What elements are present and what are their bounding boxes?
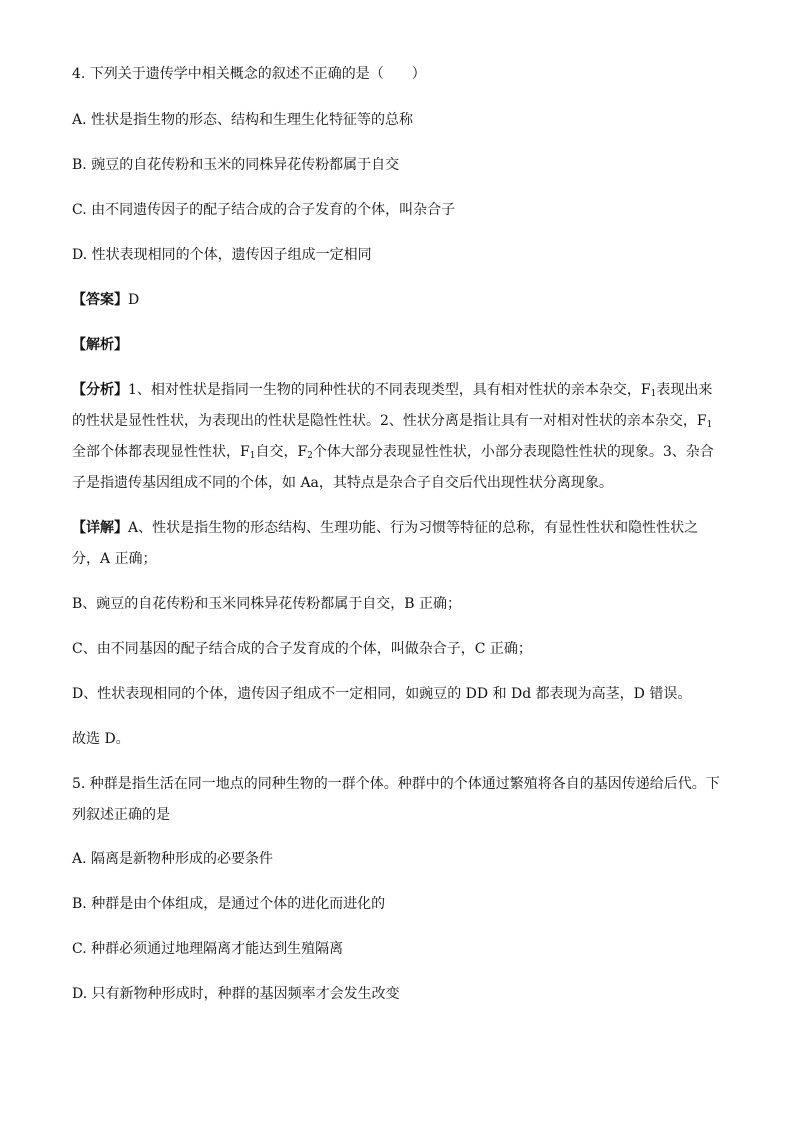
xiangjie-c: C、由不同基因的配子结合成的合子发育成的个体，叫做杂合子，C 正确；: [72, 641, 532, 657]
q5-option-d: D. 只有新物种形成时，种群的基因频率才会发生改变: [72, 986, 400, 1002]
q5-stem-line-1: 5. 种群是指生活在同一地点的同种生物的一群个体。种群中的个体通过繁殖将各自的基因传递给后代。下: [72, 776, 720, 792]
fenxi-tag: 【分析】: [72, 382, 128, 398]
q4-answer: [72, 290, 139, 310]
q5-stem-line-2: 列叙述正确的是: [72, 807, 170, 823]
q5-option-c: C. 种群必须通过地理隔离才能达到生殖隔离: [72, 941, 344, 957]
q4-stem: 4. 下列关于遗传学中相关概念的叙述不正确的是（ ）: [72, 66, 426, 82]
xiangjie-line-2: 分，A 正确；: [72, 551, 157, 567]
xiangjie-tag: 【详解】: [72, 520, 128, 536]
q5-option-a: A. 隔离是新物种形成的必要条件: [72, 851, 274, 867]
answer-tag: 【答案】: [72, 292, 128, 308]
q4-option-a: A. 性状是指生物的形态、结构和生理生化特征等的总称: [72, 112, 414, 128]
conclusion: 故选 D。: [72, 731, 130, 747]
xiangjie-b: B、豌豆的自花传粉和玉米同株异花传粉都属于自交，B 正确；: [72, 596, 462, 612]
xiangjie-line-1: 【详解】A、性状是指生物的形态结构、生理功能、行为习惯等特征的总称，有显性性状和隐性性状之: [72, 520, 699, 536]
q4-option-d: D. 性状表现相同的个体，遗传因子组成一定相同: [72, 247, 372, 263]
fenxi-line-3: 全部个体都表现显性性状，$F_1$自交，$F_2$个体大部分表现显性性状，小部分表现隐性性状的现象。3、杂合: [72, 444, 714, 461]
jiexi-tag: 【解析】: [72, 337, 128, 353]
fenxi-line-2: 的性状是显性性状，为表现出的性状是隐性性状。2、性状分离是指让具有一对相对性状的亲本杂交，$F_1$: [72, 413, 713, 430]
answer-value: D: [128, 292, 140, 308]
fenxi-line-1: 【分析】1、相对性状是指同一生物的同种性状的不同表现类型，具有相对性状的亲本杂交，$F_1$表现出来: [72, 382, 713, 399]
q5-option-b: B. 种群是由个体组成，是通过个体的进化而进化的: [72, 896, 386, 912]
q4-option-b: B. 豌豆的自花传粉和玉米的同株异花传粉都属于自交: [72, 157, 400, 173]
q4-option-c: C. 由不同遗传因子的配子结合成的合子发育的个体，叫杂合子: [72, 202, 456, 218]
fenxi-line-4: 子是指遗传基因组成不同的个体，如 Aa，其特点是杂合子自交后代出现性状分离现象。: [72, 475, 613, 491]
xiangjie-d: D、性状表现相同的个体，遗传因子组成不一定相同，如豌豆的 DD 和 Dd 都表现为高茎，D 错误。: [72, 686, 692, 702]
